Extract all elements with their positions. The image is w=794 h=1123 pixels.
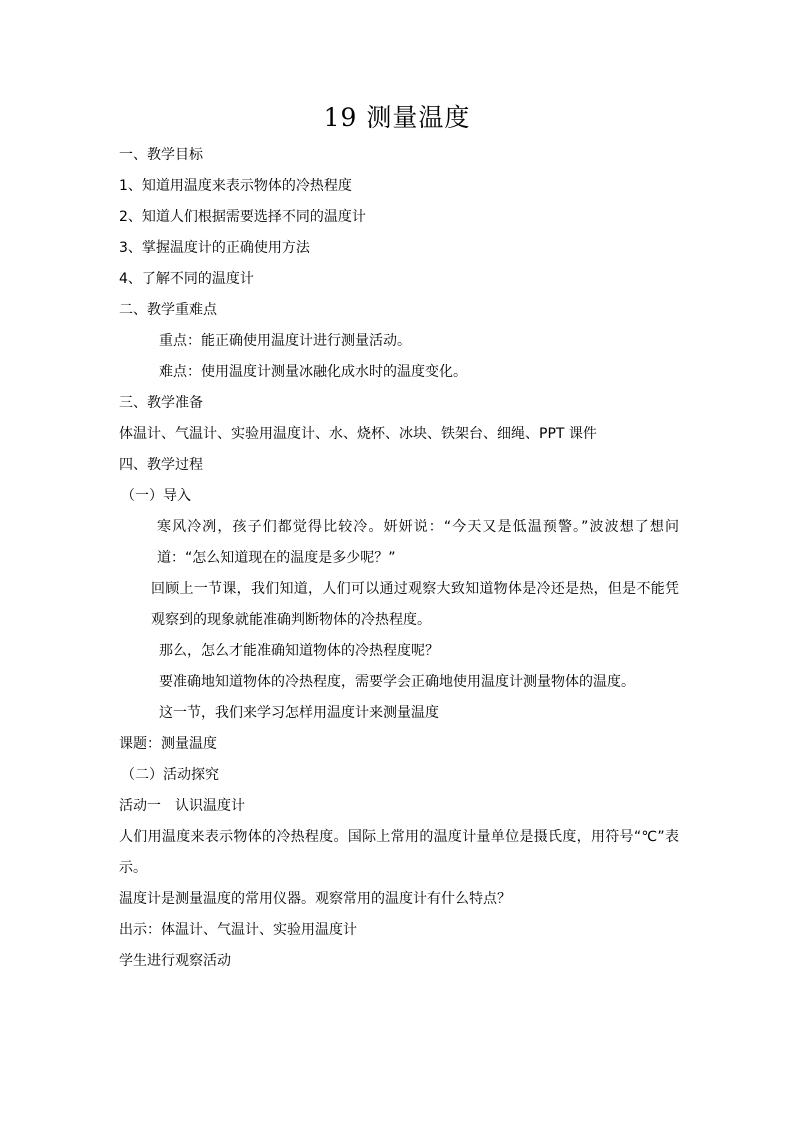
section-heading-preparation: 三、教学准备 (119, 395, 203, 411)
student-activity: 学生进行观察活动 (119, 953, 231, 969)
difficult-point-text: 难点：使用温度计测量冰融化成水时的温度变化。 (159, 364, 467, 380)
preparation-materials: 体温计、气温计、实验用温度计、水、烧杯、冰块、铁架台、细绳、PPT 课件 (119, 426, 597, 442)
key-point-text: 重点：能正确使用温度计进行测量活动。 (159, 333, 411, 349)
activity-title: 活动一 认识温度计 (119, 798, 245, 814)
page-title: 19 测量温度 (323, 103, 471, 132)
review-paragraph: 回顾上一节课，我们知道，人们可以通过观察大致知道物体是冷还是热，但是不能凭观察到的现象就能准确判断物体的冷热程度。 (151, 581, 679, 628)
subsection-heading-intro: （一）导入 (121, 488, 191, 504)
intro-paragraph: 寒风冷冽，孩子们都觉得比较冷。妍妍说：“今天又是低温预警。”波波想了想问道：“怎么知道现在的温度是多少呢？” (157, 519, 679, 566)
thermometer-question: 温度计是测量温度的常用仪器。观察常用的温度计有什么特点？ (119, 891, 511, 907)
explanation-paragraph: 要准确地知道物体的冷热程度，需要学会正确地使用温度计测量物体的温度。 (159, 674, 635, 690)
objective-item: 2、知道人们根据需要选择不同的温度计 (119, 209, 366, 225)
section-heading-process: 四、教学过程 (119, 457, 203, 473)
objective-item: 4、了解不同的温度计 (119, 271, 254, 287)
objective-item: 3、掌握温度计的正确使用方法 (119, 240, 310, 256)
subsection-heading-activity: （二）活动探究 (121, 767, 219, 783)
document-body (119, 140, 679, 977)
objective-item: 1、知道用温度来表示物体的冷热程度 (119, 178, 352, 194)
temperature-unit-paragraph: 人们用温度来表示物体的冷热程度。国际上常用的温度计量单位是摄氏度，用符号“℃”表示。 (119, 829, 679, 876)
lesson-intro-paragraph: 这一节，我们来学习怎样用温度计来测量温度 (159, 705, 439, 721)
question-paragraph: 那么，怎么才能准确知道物体的冷热程度呢？ (159, 643, 439, 659)
section-heading-objectives: 一、教学目标 (119, 147, 203, 163)
show-thermometers: 出示：体温计、气温计、实验用温度计 (119, 922, 357, 938)
lesson-topic: 课题：测量温度 (119, 736, 217, 752)
section-heading-key-points: 二、教学重难点 (119, 302, 217, 318)
